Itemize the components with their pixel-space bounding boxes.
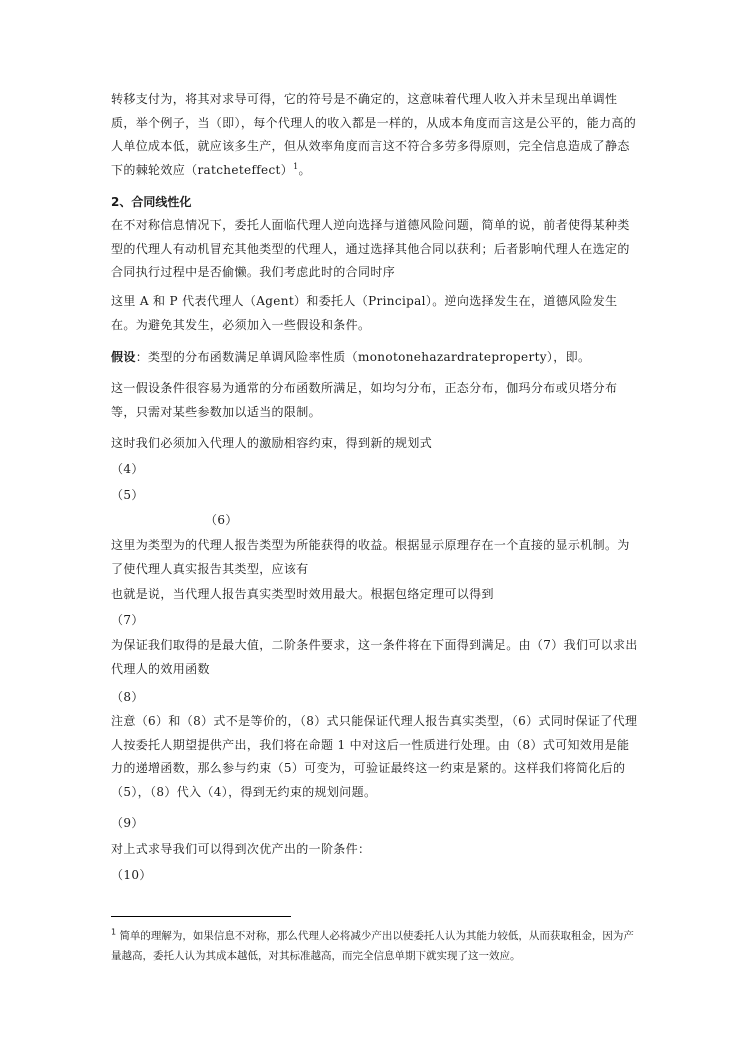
section-heading-text: 2、合同线性化: [111, 195, 192, 209]
paragraph-8-text: 为保证我们取得的是最大值，二阶条件要求，这一条件将在下面得到满足。由（7）我们可以求出代理人的效用函数: [111, 638, 638, 676]
paragraph-10: [111, 838, 641, 862]
paragraph-9: [111, 710, 641, 805]
paragraph-1-end: 。: [298, 163, 311, 178]
paragraph-6-text: 这里为类型为的代理人报告类型为所能获得的收益。根据显示原理存在一个直接的显示机制。为了使代理人真实报告其类型，应该有: [111, 538, 630, 576]
footnote-ref-1[interactable]: 1: [293, 162, 299, 172]
equation-5-number: （5）: [111, 488, 144, 502]
paragraph-3: [111, 290, 641, 337]
section-heading-2: [111, 193, 641, 210]
paragraph-1: [111, 88, 641, 183]
equation-6-number: （6）: [205, 513, 238, 527]
equation-8: [111, 686, 641, 710]
equation-4: [111, 458, 641, 482]
assumption-paragraph: [111, 346, 641, 370]
paragraph-7-text: 也就是说，当代理人报告真实类型时效用最大。根据包络定理可以得到: [111, 587, 494, 601]
equation-9: [111, 812, 641, 836]
equation-7: [111, 609, 641, 633]
equation-9-number: （9）: [111, 816, 144, 830]
paragraph-1-text: 转移支付为，将其对求导可得，它的符号是不确定的，这意味着代理人收入并未呈现出单调性质，举个例子，当（即），每个代理人的收入都是一样的，从成本角度而言这是公平的，能力高的人单位成本低，就应该多生产，但从效率角度而言这不符合多劳多得原则，完全信息造成了静态下的棘轮效应（ratcheteffect）: [111, 92, 637, 178]
equation-5: [111, 484, 641, 508]
paragraph-2: [111, 214, 641, 285]
paragraph-3-text: 这里 A 和 P 代表代理人（Agent）和委托人（Principal）。逆向选择发生在，道德风险发生在。为避免其发生，必须加入一些假设和条件。: [111, 294, 618, 332]
footnote-divider: [111, 916, 291, 917]
paragraph-10-text: 对上式求导我们可以得到次优产出的一阶条件：: [111, 842, 371, 856]
assumption-label: 假设: [111, 350, 136, 364]
paragraph-4-text: 这一假设条件很容易为通常的分布函数所满足，如均匀分布，正态分布，伽玛分布或贝塔分布等，只需对某些参数加以适当的限制。: [111, 381, 618, 419]
paragraph-5-text: 这时我们必须加入代理人的激励相容约束，得到新的规划式: [111, 436, 433, 450]
paragraph-5: [111, 432, 641, 456]
paragraph-4: [111, 377, 641, 424]
paragraph-2-text: 在不对称信息情况下，委托人面临代理人逆向选择与道德风险问题，简单的说，前者使得某种类型的代理人有动机冒充其他类型的代理人，通过选择其他合同以获利；后者影响代理人在选定的合同执行过程中是否偷懒。我们考虑此时的合同时序: [111, 218, 630, 280]
equation-4-number: （4）: [111, 462, 144, 476]
paragraph-8: [111, 634, 641, 681]
equation-6: [205, 509, 735, 533]
assumption-text: ：类型的分布函数满足单调风险率性质（monotonehazardrateproperty），即。: [135, 350, 591, 364]
equation-7-number: （7）: [111, 613, 144, 627]
equation-10-number: （10）: [111, 868, 152, 882]
paragraph-6: [111, 534, 641, 581]
equation-10: [111, 864, 641, 888]
paragraph-7: [111, 583, 641, 607]
footnote-mark: 1: [111, 927, 117, 937]
equation-8-number: （8）: [111, 690, 144, 704]
footnote-1: [111, 926, 641, 966]
paragraph-9-text: 注意（6）和（8）式不是等价的，（8）式只能保证代理人报告真实类型，（6）式同时保证了代理人按委托人期望提供产出，我们将在命题 1 中对这后一性质进行处理。由（8）式可知效用是能力的递增函数，那么参与约束（5）可变为，可验证最终这一约束是紧的。这样我们将简化后的（5），（8）代入（4），得到无约束的规划问题。: [111, 714, 638, 800]
footnote-text: 简单的理解为，如果信息不对称，那么代理人必将减少产出以使委托人认为其能力较低，从而获取租金，因为产量越高，委托人认为其成本越低，对其标准越高，而完全信息单期下就实现了这一效应。: [111, 930, 634, 962]
